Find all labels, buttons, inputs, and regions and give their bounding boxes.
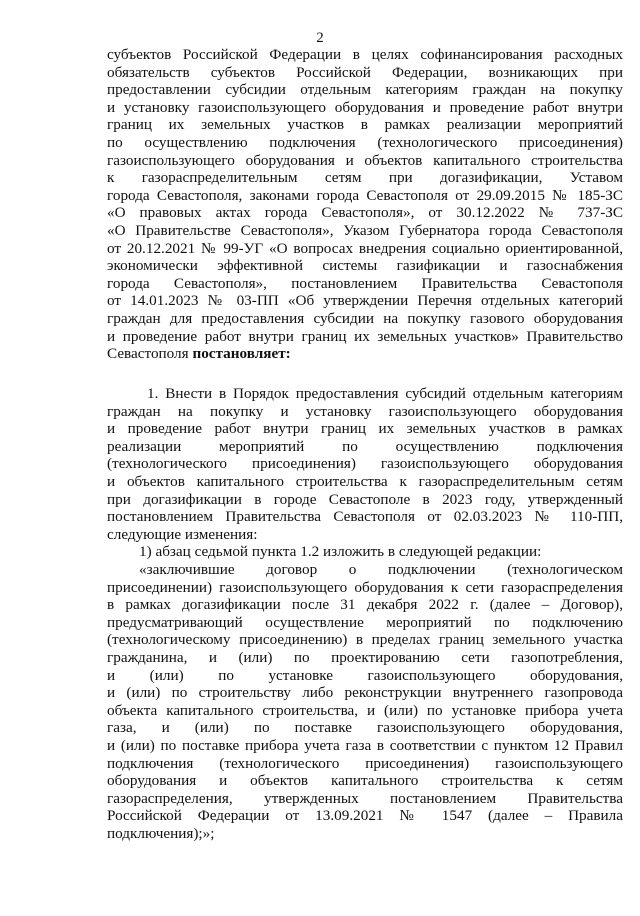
text-line: граждан на покупку и установку газоиспользующего оборудования xyxy=(107,402,623,420)
text-line: гражданина, и (или) по проектированию сети газопотребления, xyxy=(107,648,623,666)
text-line: объекта капитального строительства, и (или) по установке прибора учета xyxy=(107,701,623,719)
text-line: обязательств субъектов Российской Федерации, возникающих при xyxy=(107,63,623,81)
text-line: «О правовых актах города Севастополя», от 30.12.2022 № 737-ЗС xyxy=(107,204,623,222)
text-line: от 20.12.2021 № 99-УГ «О вопросах внедрения социально ориентированной, xyxy=(107,239,623,257)
text-line: и проведение работ внутри границ их земельных участков в рамках xyxy=(107,420,623,438)
text-line: (технологическому присоединению) в пределах границ земельного участка xyxy=(107,631,623,649)
text-line: предоставлении субсидии отдельным категориям граждан на покупку xyxy=(107,81,623,99)
preamble-paragraph xyxy=(107,46,623,363)
text-line: газа, и (или) по поставке газоиспользующего оборудования, xyxy=(107,719,623,737)
text-line: присоединении) газоиспользующего оборудования к сети газораспределения xyxy=(107,578,623,596)
text-line: Российской Федерации от 13.09.2021 № 1547 (далее – Правила xyxy=(107,807,623,825)
text-line: предусматривающий осуществление мероприятий по подключению xyxy=(107,613,623,631)
text-line: и проведение работ внутри границ их земельных участков» Правительство xyxy=(107,327,623,345)
text-line: границ их земельных участков в рамках реализации мероприятий xyxy=(107,116,623,134)
text-line: подключения (технологического присоединения) газоиспользующего xyxy=(107,754,623,772)
text-line: граждан для предоставления субсидии на покупку газового оборудования xyxy=(107,309,623,327)
text-line: оборудования и объектов капитального строительства к сетям xyxy=(107,772,623,790)
amendment-paragraph xyxy=(107,385,623,561)
text-line: от 14.01.2023 № 03-ПП «Об утверждении Перечня отдельных категорий xyxy=(107,292,623,310)
text-line: подключения);»; xyxy=(107,824,215,842)
resolves-keyword: постановляет: xyxy=(192,345,291,363)
text-line: и объектов капитального строительства к газораспределительным сетям xyxy=(107,472,623,490)
text-line: при догазификации в городе Севастополе в 2023 году, утвержденный xyxy=(107,490,623,508)
page-number: 2 xyxy=(316,30,324,46)
text-line: к газораспределительным сетям при догазификации, Уставом xyxy=(107,169,623,187)
text-fragment: Севастополя xyxy=(107,345,193,363)
text-line: и установку газоиспользующего оборудования и проведение работ внутри xyxy=(107,98,623,116)
text-line: «О Правительстве Севастополя», Указом Губернатора города Севастополя xyxy=(107,221,623,239)
text-line: газораспределения, утвержденных постановлением Правительства xyxy=(107,789,623,807)
text-line: в рамках догазификации после 31 декабря 2022 г. (далее – Договор), xyxy=(107,596,623,614)
text-line: реализации мероприятий по осуществлению подключения xyxy=(107,437,623,455)
quoted-paragraph xyxy=(107,561,623,843)
text-line: и (или) по поставке прибора учета газа в соответствии с пунктом 12 Правил xyxy=(107,736,623,754)
text-line: постановлением Правительства Севастополя от 02.03.2023 № 110-ПП, xyxy=(107,508,623,526)
text-line: экономически эффективной системы газификации и газоснабжения xyxy=(107,257,623,275)
text-line: 1. Внести в Порядок предоставления субсидий отдельным категориям xyxy=(147,385,623,402)
text-line: города Севастополя», постановлением Правительства Севастополя xyxy=(107,274,623,292)
text-line: (технологического присоединения) газоиспользующего оборудования xyxy=(107,455,623,473)
text-line: следующие изменения: xyxy=(107,525,258,543)
text-line: и (или) по строительству либо реконструкции внутреннего газопровода xyxy=(107,684,623,702)
text-line: субъектов Российской Федерации в целях софинансирования расходных xyxy=(107,46,623,63)
text-line: города Севастополя, законами города Севастополя от 29.09.2015 № 185-ЗС xyxy=(107,186,623,204)
text-line: по осуществлению подключения (технологического присоединения) xyxy=(107,133,623,151)
text-line: «заключившие договор о подключении (технологическом xyxy=(139,561,623,578)
text-line: газоиспользующего оборудования и объектов капитального строительства xyxy=(107,151,623,169)
list-item: 1) абзац седьмой пункта 1.2 изложить в следующей редакции: xyxy=(139,543,542,561)
text-line: и (или) по установке газоиспользующего оборудования, xyxy=(107,666,623,684)
text-line xyxy=(107,345,623,363)
